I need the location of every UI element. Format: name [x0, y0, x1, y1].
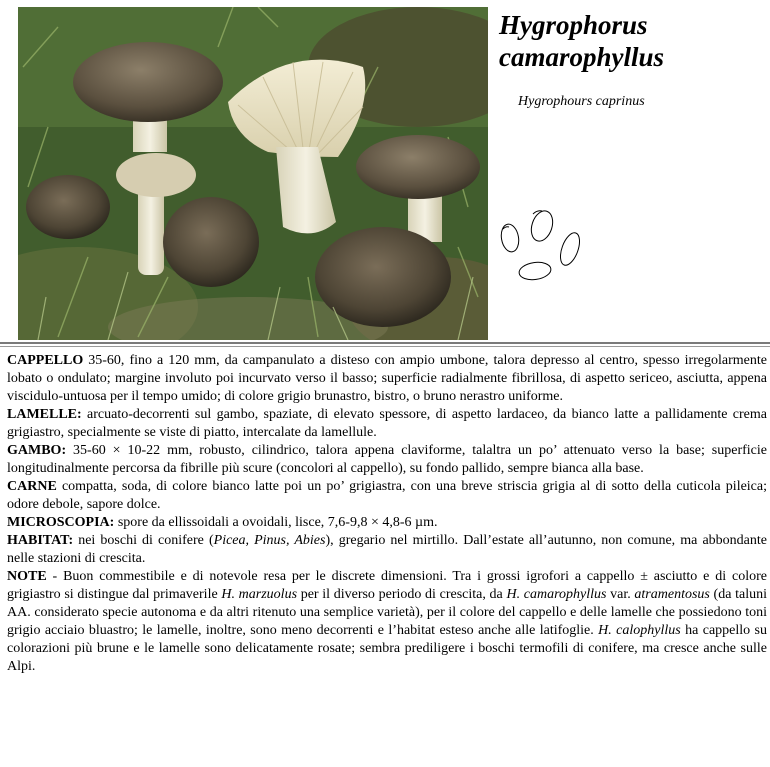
spore-outline [518, 260, 552, 281]
section-habitat [7, 532, 767, 568]
section-italic-text: Picea, Pinus, Abies [213, 533, 326, 548]
spore-drawing [498, 205, 588, 290]
section-label: CARNE [7, 479, 57, 494]
section-text: ha cappello su colorazioni più brune e le lamelle sono delicatamente rosate; sembra prediligere i boschi termofili di conifere, ma cresce anche sulle Alpi. [7, 623, 767, 674]
spore-outline [528, 208, 557, 244]
section-gambo [7, 442, 767, 478]
species-title-genus: Hygrophorus [499, 10, 648, 40]
section-microscopia [7, 514, 767, 532]
section-note [7, 568, 767, 676]
section-label: MICROSCOPIA: [7, 515, 115, 530]
section-label: NOTE [7, 569, 47, 584]
species-name: atramentosus [634, 587, 710, 602]
divider [0, 342, 770, 344]
species-title-epithet: camarophyllus [499, 42, 665, 72]
section-text: spore da ellissoidali a ovoidali, lisce, 7,6-9,8 × 4,8-6 µm. [114, 515, 438, 530]
section-text: 35-60, fino a 120 mm, da campanulato a disteso con ampio umbone, talora depresso al centro, spesso irregolarmente lobato o ondulato; margine involuto poi incurvato verso il basso; superficie radialmente fibrillosa, di aspetto sericeo, asciutta, appena viscidulo-untuosa per il tempo umido; di colore grigio brunastro, bistro, o bruno nerastro uniforme. [7, 353, 767, 404]
section-text: (da taluni AA. considerato specie autonoma e da altri ritenuto una semplice varietà), per il colore del cappello e delle lamelle che possiedono toni grigio acciaio bluastro; le lamelle, inoltre, sono meno decorrenti e l’habitat esteso anche alle latifoglie. [7, 587, 767, 638]
section-text: - Buon commestibile e di notevole resa per le discrete dimensioni. Tra i grossi igrofori a cappello ± asciutto e di colore grigiastro si distingue dal primaverile [7, 569, 767, 602]
species-name: H. camarophyllus [506, 587, 607, 602]
section-text: compatta, soda, di colore bianco latte poi un po’ grigiastra, con una breve striscia grigia al di sotto della cuticola pileica; odore debole, sapore dolce. [7, 479, 767, 512]
species-title [499, 9, 764, 73]
species-name: H. marzuolus [221, 587, 298, 602]
section-text: ), gregario nel mirtillo. Dall’estate all’autunno, non comune, ma abbondante nelle stazioni di crescita. [7, 533, 767, 566]
section-carne [7, 478, 767, 514]
mushroom-photo [18, 7, 488, 340]
section-cappello [7, 352, 767, 406]
section-text: var. [606, 587, 635, 602]
section-label: HABITAT: [7, 533, 74, 548]
section-text: per il diverso periodo di crescita, da [297, 587, 507, 602]
species-synonym: Hygrophours caprinus [518, 94, 645, 109]
section-label: GAMBO: [7, 443, 67, 458]
section-label: CAPPELLO [7, 353, 84, 368]
section-text: nei boschi di conifere ( [73, 533, 214, 548]
section-label: LAMELLE: [7, 407, 82, 422]
divider [0, 346, 770, 347]
spore-outline [499, 223, 521, 254]
section-text: arcuato-decorrenti sul gambo, spaziate, di elevato spessore, di aspetto lardaceo, da bianco latte a pallidamente crema grigiastro, specialmente se viste di piatto, intercalate da lamellule. [7, 407, 767, 440]
species-description [7, 352, 767, 676]
section-text: 35-60 × 10-22 mm, robusto, cilindrico, talora appena claviforme, talaltra un po’ attenuato verso la base; superficie longitudinalmente percorsa da fibrille più scure (concolori al cappello), su fondo pallido, sempre bianca alla base. [7, 443, 767, 476]
section-lamelle [7, 406, 767, 442]
spore-outline [557, 230, 584, 267]
species-name: H. calophyllus [598, 623, 681, 638]
